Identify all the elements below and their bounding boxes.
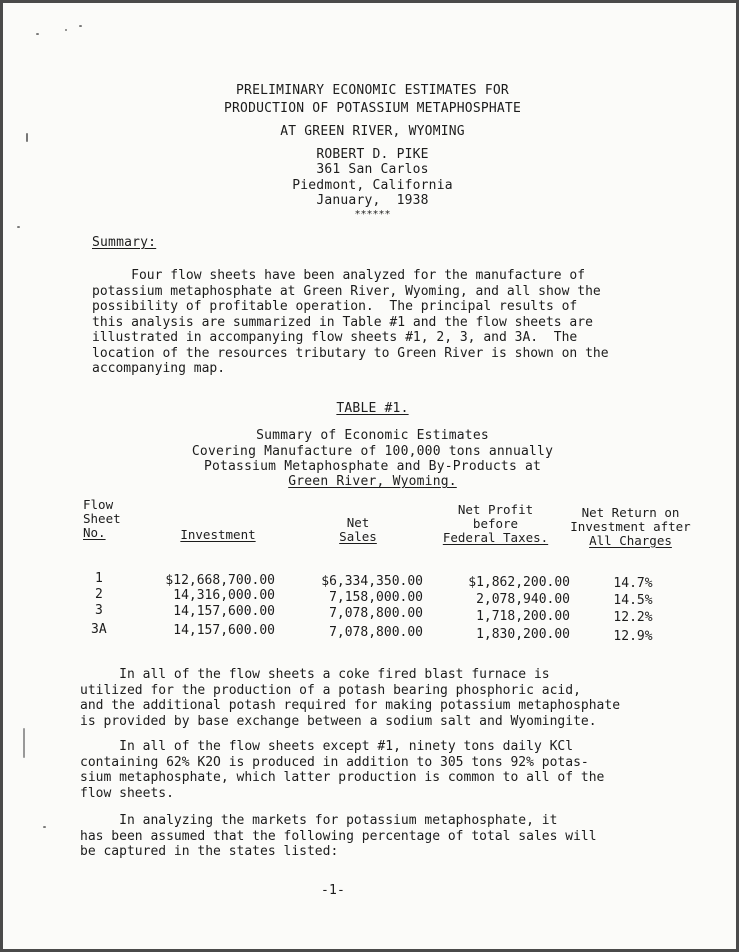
table-caption-3: Potassium Metaphosphate and By-Products at (203, 459, 542, 474)
title-line-3: AT GREEN RIVER, WYOMING (280, 124, 465, 139)
paragraph-line: In all of the flow sheets except #1, ninety tons daily KCl (80, 739, 574, 754)
cell-net-return: 12.2% (613, 610, 653, 625)
scan-speck (23, 728, 25, 758)
cell-net-sales: 7,078,800.00 (329, 625, 423, 640)
summary-line: possibility of profitable operation. The principal results of (92, 299, 578, 314)
cell-net-profit: 1,830,200.00 (476, 627, 570, 642)
title-line-2: PRODUCTION OF POTASSIUM METAPHOSPHATE (224, 101, 521, 116)
cell-investment: 14,157,600.00 (173, 604, 275, 619)
cell-net-profit: $1,862,200.00 (468, 575, 570, 590)
scan-speck (36, 33, 39, 35)
title-line-1: PRELIMINARY ECONOMIC ESTIMATES FOR (236, 83, 509, 98)
stars-divider: ****** (354, 209, 391, 220)
summary-line: this analysis are summarized in Table #1 and the flow sheets are (92, 314, 593, 330)
cell-net-sales: 7,078,800.00 (329, 606, 423, 621)
cell-flow-sheet-no: 3A (91, 622, 107, 637)
summary-line: location of the resources tributary to Green River is shown on the (92, 345, 609, 361)
paragraph-line: is provided by base exchange between a sodium salt and Wyomingite. (80, 713, 597, 729)
paragraph-line: In analyzing the markets for potassium metaphosphate, it (80, 813, 558, 828)
body-paragraph-3 (80, 813, 597, 860)
paragraph-line: and the additional potash required for making potassium metaphosphate (80, 698, 621, 713)
cell-net-profit: 1,718,200.00 (476, 609, 570, 624)
column-header-flow-sheet: Flow Sheet No. (83, 497, 121, 540)
cell-net-sales: 7,158,000.00 (329, 590, 423, 605)
scan-speck (17, 226, 20, 228)
cell-flow-sheet-no: 2 (95, 587, 103, 602)
author-name: ROBERT D. PIKE (316, 147, 429, 162)
scan-speck (79, 25, 82, 27)
cell-flow-sheet-no: 1 (95, 571, 103, 586)
body-paragraph-1 (80, 667, 620, 729)
summary-line: potassium metaphosphate at Green River, Wyoming, and all show the (92, 283, 601, 299)
paragraph-line: In all of the flow sheets a coke fired blast furnace is (80, 667, 550, 682)
paragraph-line: containing 62% K2O is produced in addition to 305 tons 92% potas- (80, 754, 589, 770)
page-number: -1- (321, 883, 346, 898)
cell-investment: $12,668,700.00 (165, 573, 275, 588)
paragraph-line: has been assumed that the following percentage of total sales will (80, 828, 597, 844)
summary-paragraph (92, 268, 609, 377)
summary-line: Four flow sheets have been analyzed for the manufacture of (92, 268, 586, 283)
document-date: January, 1938 (316, 193, 429, 208)
summary-line: accompanying map. (92, 361, 226, 376)
column-header-investment: Investment (180, 527, 256, 542)
table-caption-2: Covering Manufacture of 100,000 tons annually (191, 444, 554, 459)
scan-speck (65, 29, 67, 31)
author-address-1: 361 San Carlos (316, 162, 429, 177)
table-caption-1: Summary of Economic Estimates (256, 428, 489, 443)
cell-net-return: 14.7% (613, 576, 653, 591)
table-label: TABLE #1. (336, 401, 409, 416)
paragraph-line: sium metaphosphate, which latter production is common to all of the (80, 770, 605, 785)
paragraph-line: be captured in the states listed: (80, 844, 339, 859)
scan-speck (43, 826, 46, 828)
cell-net-return: 12.9% (613, 629, 653, 644)
paragraph-line: flow sheets. (80, 785, 174, 801)
body-paragraph-2 (80, 739, 604, 801)
cell-investment: 14,316,000.00 (173, 588, 275, 603)
paragraph-line: utilized for the production of a potash bearing phosphoric acid, (80, 682, 581, 698)
column-header-net-profit: Net Profit before Federal Taxes. (442, 502, 549, 545)
column-header-net-sales: Net Sales (339, 515, 377, 544)
cell-investment: 14,157,600.00 (173, 623, 275, 638)
summary-heading: Summary: (92, 235, 157, 250)
cell-net-profit: 2,078,940.00 (476, 592, 570, 607)
table-caption-4: Green River, Wyoming. (288, 474, 457, 489)
cell-net-return: 14.5% (613, 593, 653, 608)
column-header-net-return: Net Return on Investment after All Charges (570, 505, 691, 548)
author-address-2: Piedmont, California (292, 178, 453, 193)
cell-net-sales: $6,334,350.00 (321, 574, 423, 589)
summary-line: illustrated in accompanying flow sheets #1, 2, 3, and 3A. The (92, 330, 578, 345)
cell-flow-sheet-no: 3 (95, 603, 103, 618)
